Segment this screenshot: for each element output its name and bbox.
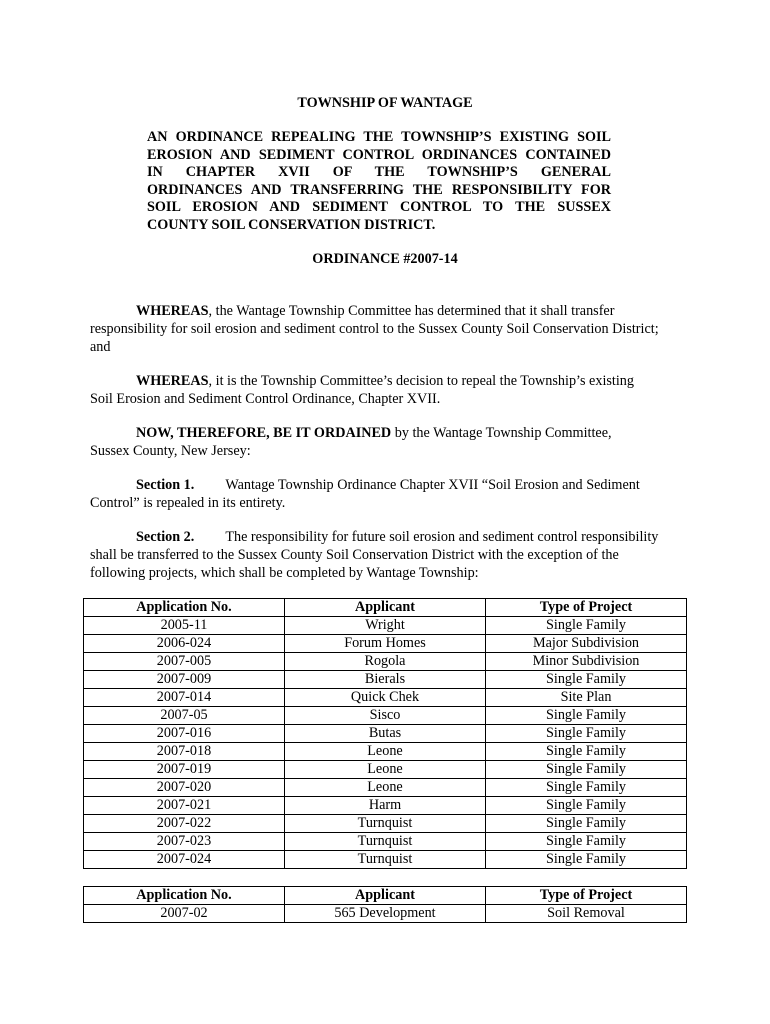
whereas-text: , the Wantage Township Committee has determined that it shall transfer: [208, 303, 615, 319]
application-no-cell: 2007-009: [84, 671, 285, 689]
application-no-cell: 2007-023: [84, 833, 285, 851]
whereas-text: and: [90, 339, 111, 355]
project-type-cell: Soil Removal: [486, 905, 687, 923]
column-header: Application No.: [84, 887, 285, 905]
column-header: Type of Project: [486, 599, 687, 617]
table-row: [84, 635, 687, 653]
section-2: [90, 529, 690, 583]
project-type-cell: Single Family: [486, 743, 687, 761]
application-no-cell: 2007-005: [84, 653, 285, 671]
township-title: TOWNSHIP OF WANTAGE: [297, 95, 473, 111]
applicant-cell: Turnquist: [285, 815, 486, 833]
table-row: [84, 743, 687, 761]
table-row: [84, 707, 687, 725]
applicant-cell: Leone: [285, 743, 486, 761]
section-text: following projects, which shall be completed by Wantage Township:: [90, 565, 479, 581]
project-type-cell: Single Family: [486, 671, 687, 689]
project-type-cell: Minor Subdivision: [486, 653, 687, 671]
table-row: [84, 689, 687, 707]
heading-line: ORDINANCES AND TRANSFERRING THE RESPONSIBILITY FOR: [147, 181, 611, 198]
section-text: shall be transferred to the Sussex County Soil Conservation District with the exception of the: [90, 547, 619, 563]
applicant-cell: 565 Development: [285, 905, 486, 923]
column-header: Application No.: [84, 599, 285, 617]
whereas-lead: WHEREAS: [136, 303, 209, 319]
ordinance-number: ORDINANCE #2007-14: [312, 251, 458, 267]
applicant-cell: Butas: [285, 725, 486, 743]
section-1: [90, 477, 690, 513]
project-type-cell: Single Family: [486, 797, 687, 815]
application-no-cell: 2007-02: [84, 905, 285, 923]
project-type-cell: Major Subdivision: [486, 635, 687, 653]
ordained-paragraph: [90, 425, 690, 461]
ordinance-heading: [147, 129, 611, 234]
table-row: [84, 797, 687, 815]
project-type-cell: Single Family: [486, 815, 687, 833]
table-header-row: [84, 887, 687, 905]
section-label: Section 1.: [136, 477, 195, 493]
applicant-cell: Wright: [285, 617, 486, 635]
application-no-cell: 2007-020: [84, 779, 285, 797]
applicant-cell: Bierals: [285, 671, 486, 689]
table-row: [84, 833, 687, 851]
project-type-cell: Site Plan: [486, 689, 687, 707]
applicant-cell: Quick Chek: [285, 689, 486, 707]
column-header: Applicant: [285, 887, 486, 905]
table-row: [84, 779, 687, 797]
table-row: [84, 761, 687, 779]
applicant-cell: Leone: [285, 761, 486, 779]
applicant-cell: Harm: [285, 797, 486, 815]
section-text: The responsibility for future soil erosion and sediment control responsibility: [225, 529, 659, 545]
table-row: [84, 725, 687, 743]
applicant-cell: Rogola: [285, 653, 486, 671]
application-no-cell: 2007-019: [84, 761, 285, 779]
ordained-text: by the Wantage Township Committee,: [391, 425, 612, 441]
applicant-cell: Turnquist: [285, 851, 486, 869]
exception-table: [83, 886, 687, 923]
heading-line: IN CHAPTER XVII OF THE TOWNSHIP’S GENERAL: [147, 164, 611, 180]
project-type-cell: Single Family: [486, 617, 687, 635]
whereas-paragraph-1: [90, 303, 690, 357]
table-row: [84, 851, 687, 869]
application-no-cell: 2006-024: [84, 635, 285, 653]
whereas-lead: WHEREAS: [136, 373, 209, 389]
project-type-cell: Single Family: [486, 725, 687, 743]
applicant-cell: Turnquist: [285, 833, 486, 851]
heading-line: EROSION AND SEDIMENT CONTROL ORDINANCES CONTAINED: [147, 146, 611, 163]
projects-table: [83, 598, 687, 869]
whereas-text: responsibility for soil erosion and sediment control to the Sussex County Soil Conservation District;: [90, 321, 659, 337]
application-no-cell: 2007-014: [84, 689, 285, 707]
whereas-text: Soil Erosion and Sediment Control Ordinance, Chapter XVII.: [90, 391, 441, 407]
column-header: Type of Project: [486, 887, 687, 905]
project-type-cell: Single Family: [486, 707, 687, 725]
whereas-paragraph-2: [90, 373, 690, 409]
application-no-cell: 2007-024: [84, 851, 285, 869]
application-no-cell: 2007-016: [84, 725, 285, 743]
table-row: [84, 905, 687, 923]
table-row: [84, 617, 687, 635]
table-row: [84, 671, 687, 689]
heading-line: COUNTY SOIL CONSERVATION DISTRICT.: [147, 216, 436, 233]
project-type-cell: Single Family: [486, 779, 687, 797]
section-text: Wantage Township Ordinance Chapter XVII “Soil Erosion and Sediment: [225, 477, 640, 493]
application-no-cell: 2007-021: [84, 797, 285, 815]
applicant-cell: Sisco: [285, 707, 486, 725]
section-label: Section 2.: [136, 529, 195, 545]
table-row: [84, 815, 687, 833]
ordained-text: Sussex County, New Jersey:: [90, 443, 251, 459]
heading-line: AN ORDINANCE REPEALING THE TOWNSHIP’S EXISTING SOIL: [147, 129, 611, 145]
applicant-cell: Forum Homes: [285, 635, 486, 653]
project-type-cell: Single Family: [486, 761, 687, 779]
section-text: Control” is repealed in its entirety.: [90, 495, 286, 511]
application-no-cell: 2007-018: [84, 743, 285, 761]
applicant-cell: Leone: [285, 779, 486, 797]
column-header: Applicant: [285, 599, 486, 617]
table-row: [84, 653, 687, 671]
ordained-lead: NOW, THEREFORE, BE IT ORDAINED: [136, 425, 392, 441]
table-header-row: [84, 599, 687, 617]
project-type-cell: Single Family: [486, 851, 687, 869]
application-no-cell: 2007-022: [84, 815, 285, 833]
application-no-cell: 2007-05: [84, 707, 285, 725]
application-no-cell: 2005-11: [84, 617, 285, 635]
whereas-text: , it is the Township Committee’s decision to repeal the Township’s existing: [208, 373, 634, 389]
project-type-cell: Single Family: [486, 833, 687, 851]
heading-line: SOIL EROSION AND SEDIMENT CONTROL TO THE SUSSEX: [147, 199, 611, 215]
